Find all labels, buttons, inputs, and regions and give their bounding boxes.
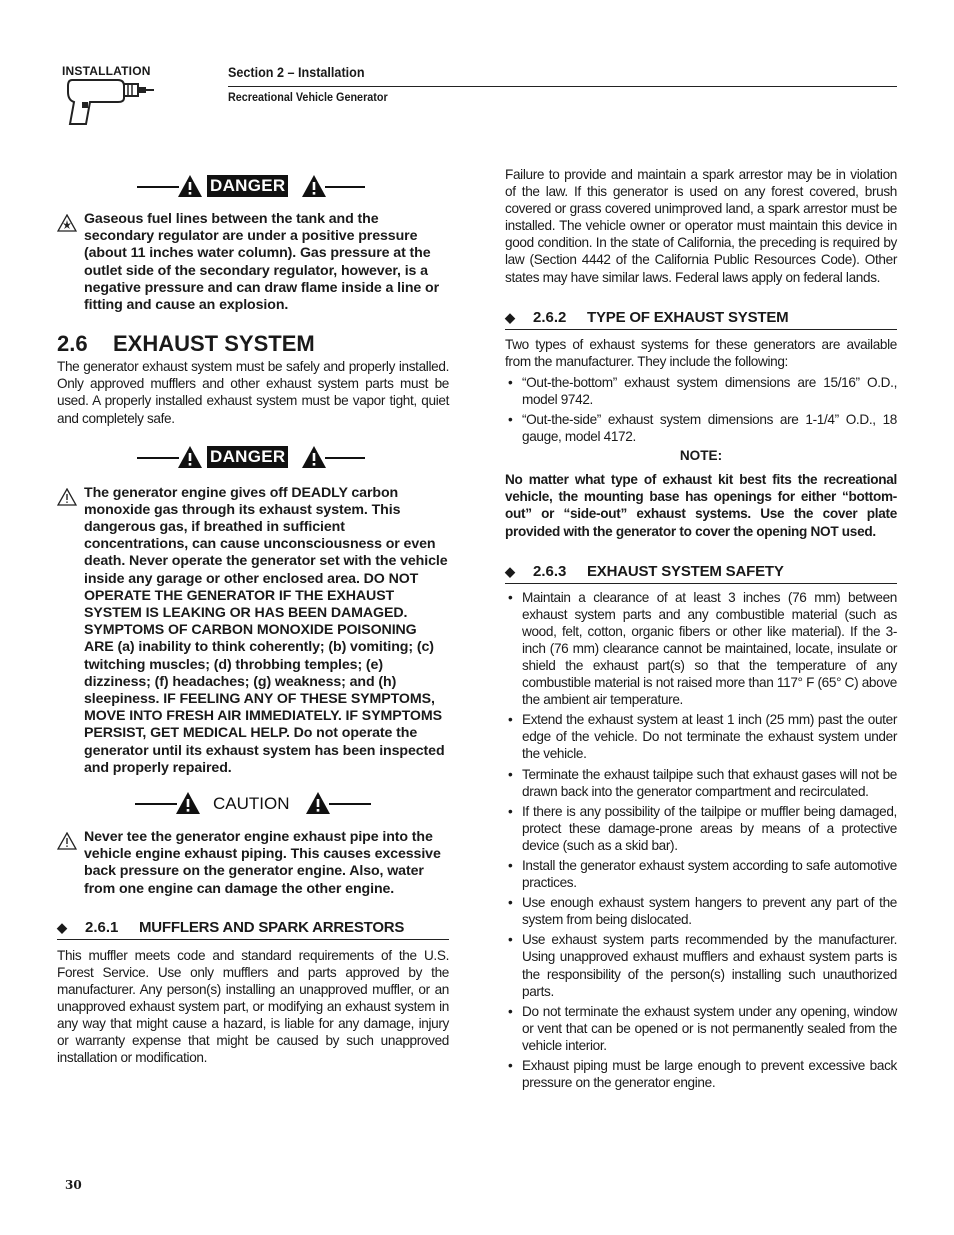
danger-fuel-text: Gaseous fuel lines between the tank and the secondary regulator are under a positive pressure (about 11 inches water column). Gas pressure at the outlet side of the secondary regulator, however, is a negative pressure and can draw flame inside a line or fitting and cause an explosion.: [84, 211, 440, 314]
section-header: Section 2 – Installation: [228, 64, 365, 80]
subsection-title: EXHAUST SYSTEM SAFETY: [587, 562, 784, 580]
subsection-title: TYPE OF EXHAUST SYSTEM: [587, 308, 789, 326]
subsection-number: 2.6.3: [533, 562, 567, 580]
list-item: • “Out-the-side” exhaust system dimensions are 1-1/4” O.D., 18 gauge, model 4172.: [505, 411, 897, 445]
caution-text: Never tee the generator engine exhaust pipe into the vehicle engine exhaust piping. This causes excessive back pressure on the generator engine. Also, water from one engine can damage the other engine.: [84, 829, 441, 897]
diamond-bullet-icon: ◆: [57, 919, 67, 935]
warning-triangle-icon: [177, 445, 203, 469]
subsection-title: MUFFLERS AND SPARK ARRESTORS: [139, 918, 405, 936]
section-subtitle: Recreational Vehicle Generator: [228, 90, 388, 104]
list-item: • “Out-the-bottom” exhaust system dimensions are 15/16” O.D., model 9742.: [505, 374, 897, 408]
section-title-text: EXHAUST SYSTEM: [113, 331, 315, 357]
diamond-bullet-icon: ◆: [505, 563, 515, 579]
caution-label: CAUTION: [213, 794, 290, 814]
warning-triangle-icon: [301, 174, 327, 198]
exhaust-safety-list: [505, 589, 897, 1092]
warning-triangle-icon: [305, 791, 331, 815]
danger-banner: [57, 170, 449, 204]
list-item: • Install the generator exhaust system according to safe automotive practices.: [505, 857, 897, 891]
list-item: • Exhaust piping must be large enough to prevent excessive back pressure on the generator engine.: [505, 1057, 897, 1091]
subsection-number: 2.6.1: [85, 918, 119, 936]
note-text: No matter what type of exhaust kit best fits the recreational vehicle, the mounting base has openings for either “bottom-out” or “side-out” exhaust systems. Use the cover plate provided with the generator to cover the opening NOT used.: [505, 472, 897, 539]
section-number: 2.6: [57, 331, 88, 357]
danger-co-text: The generator engine gives off DEADLY carbon monoxide gas through its exhaust system. This dangerous gas, if breathed in sufficient concentrations, can cause unconsciousness or even death. Never operate the generator set with the vehicle inside any garage or other enclosed area. DO NOT OPERATE THE GENERATOR IF THE EXHAUST SYSTEM IS LEAKING OR HAS BEEN DAMAGED. SYMPTOMS OF CARBON MONOXIDE POISONING ARE (a) inability to think coherently; (b) vomiting; (c) twitching muscles; (d) throbbing temples; (e) dizziness; (f) headaches; (g) weakness; and (h) sleepiness. IF FEELING ANY OF THESE SYMPTOMS, MOVE INTO FRESH AIR IMMEDIATELY. IF SYMPTOMS PERSIST, GET MEDICAL HELP. Do not operate the generator until its exhaust system has been inspected and properly repaired.: [84, 484, 448, 776]
right-column: [505, 166, 897, 1091]
warning-triangle-icon: [301, 445, 327, 469]
danger-badge: DANGER: [207, 175, 288, 197]
list-item: • Use enough exhaust system hangers to prevent any part of the system from being dislocated.: [505, 894, 897, 928]
mufflers-text: This muffler meets code and standard requirements of the U.S. Forest Service. Use only mufflers and parts approved by the manufacturer. Any person(s) installing an unapproved muffler, or an unapproved exhaust system part, or modifying an exhaust system in any way that might cause a hazard, is liable for any damage, injury or warranty expense that might be caused by such unapproved installation or modification.: [57, 947, 449, 1066]
list-item: • Terminate the exhaust tailpipe such that exhaust gases will not be drawn back into the generator compartment and recirculated.: [505, 766, 897, 800]
exhaust-intro: The generator exhaust system must be safely and properly installed. Only approved mufflers and other exhaust system parts must be used. A properly installed exhaust system must be vapor tight, quiet and completely safe.: [57, 359, 449, 426]
warning-icon: [57, 832, 77, 850]
caution-banner: [57, 787, 449, 821]
diamond-bullet-icon: ◆: [505, 309, 515, 325]
note-title: NOTE:: [679, 448, 723, 464]
danger-banner: [57, 441, 449, 475]
list-item: • Do not terminate the exhaust system under any opening, window or vent that can be opened or is not permanently sealed from the vehicle interior.: [505, 1003, 897, 1054]
subsection-heading-2-6-3: [505, 562, 897, 584]
warning-triangle-icon: [177, 174, 203, 198]
exhaust-types-list: [505, 374, 897, 445]
logo-label: INSTALLATION: [62, 64, 151, 78]
page-number: 30: [65, 1178, 82, 1192]
section-title: [57, 332, 449, 356]
danger-fuel-lines: [57, 211, 449, 314]
warning-icon: [57, 488, 77, 506]
explosion-hazard-icon: [57, 214, 77, 232]
spark-arrestor-text: Failure to provide and maintain a spark arrestor may be in violation of the law. If this generator is used on any forest covered, brush covered or grass covered unimproved land, a spark arrestor must be installed. The vehicle owner or operator must maintain this device in good condition. In the state of California, the preceding is required by law (Section 4442 of the California Public Resources Code). Other states may have similar laws. Federal laws apply on federal lands.: [505, 167, 897, 285]
warning-triangle-icon: [175, 791, 201, 815]
caution-exhaust-tee: [57, 829, 449, 898]
subsection-heading-2-6-2: [505, 308, 897, 330]
list-item: • If there is any possibility of the tailpipe or muffler being damaged, protect these damage-prone areas by means of a protective device (such as a skid bar).: [505, 803, 897, 854]
exhaust-types-intro: Two types of exhaust systems for these generators are available from the manufacturer. They include the following:: [505, 336, 897, 369]
danger-carbon-monoxide: [57, 485, 449, 777]
left-column: [57, 170, 449, 1067]
subsection-number: 2.6.2: [533, 308, 567, 326]
danger-badge: DANGER: [207, 446, 288, 468]
list-item: • Maintain a clearance of at least 3 inches (76 mm) between exhaust system parts and any combustible material (such as wood, felt, cotton, organic fibers or other like material). If the 3-inch (76 mm) clearance cannot be maintained, locate, insulate or shield the exhaust part(s) so that the temperature of any combustible material is not raised more than 117° F (65° C) above the ambient air temperature.: [505, 589, 897, 709]
list-item: • Extend the exhaust system at least 1 inch (25 mm) past the outer edge of the vehicle. Do not terminate the exhaust system under the vehicle.: [505, 711, 897, 762]
subsection-heading-2-6-1: [57, 918, 449, 940]
list-item: • Use exhaust system parts recommended by the manufacturer. Using unapproved exhaust mufflers and exhaust system parts is the responsibility of the person(s) installing such unauthorized parts.: [505, 931, 897, 999]
header-rule: [228, 86, 897, 87]
